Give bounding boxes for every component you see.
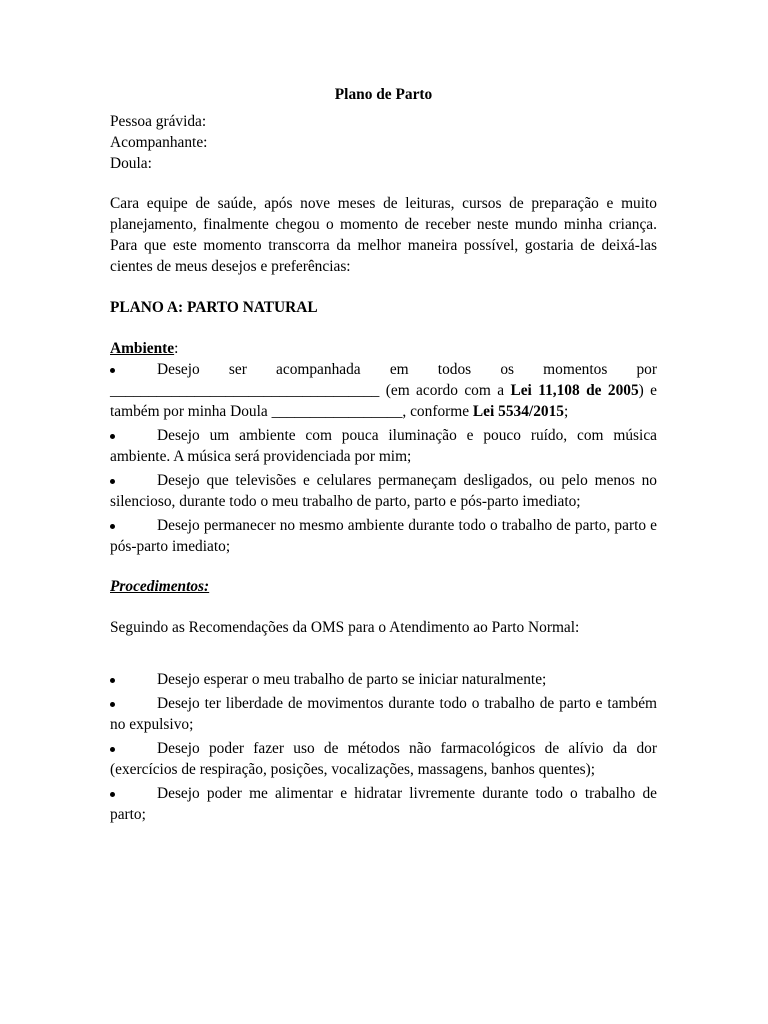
plan-a-heading: PLANO A: PARTO NATURAL [110, 299, 318, 316]
intro-paragraph: Cara equipe de saúde, após nove meses de leituras, cursos de preparação e muito planejamento, finalmente chegou o momento de receber neste mundo minha criança. Para que este momento transcorra da melhor maneira possível, gostaria de deixá-las cientes de meus desejos e preferências: [110, 195, 657, 275]
bullet-icon [110, 425, 157, 446]
ambiente-heading: Ambiente [110, 340, 175, 357]
field-gravida: Pessoa grávida: [110, 113, 207, 130]
list-item [110, 359, 657, 422]
document-content [110, 84, 657, 828]
item-text: ) e também por minha Doula [110, 382, 658, 420]
field-acompanhante: Acompanhante: [110, 134, 208, 151]
law-reference: Lei 5534/2015 [472, 403, 564, 420]
procedimentos-heading: Procedimentos: [110, 578, 210, 595]
bullet-icon [110, 738, 157, 759]
item-text: Desejo que televisões e celulares permaneçam desligados, ou pelo menos no silencioso, durante todo o meu trabalho de parto, parto e pós-parto imediato; [110, 472, 657, 510]
item-text: Desejo poder fazer uso de métodos não farmacológicos de alívio da dor (exercícios de respiração, posições, vocalizações, massagens, banhos quentes); [110, 740, 657, 778]
item-text: Desejo ser acompanhada em todos os momentos por [157, 361, 657, 378]
bullet-icon [110, 359, 157, 380]
bullet-icon [110, 783, 157, 804]
bullet-icon [110, 470, 157, 491]
list-item [110, 783, 657, 825]
item-text: Desejo um ambiente com pouca iluminação e pouco ruído, com música ambiente. A música será providenciada por mim; [110, 427, 657, 465]
item-text: ; [563, 403, 569, 420]
item-text: Desejo permanecer no mesmo ambiente durante todo o trabalho de parto, parto e pós-parto imediato; [110, 517, 657, 555]
list-item [110, 515, 657, 557]
item-text: (em acordo com a [379, 382, 511, 399]
blank-line: _________________ [271, 403, 403, 420]
procedimentos-intro: Seguindo as Recomendações da OMS para o Atendimento ao Parto Normal: [110, 619, 580, 636]
ambiente-list [110, 359, 657, 557]
list-item [110, 425, 657, 467]
list-item [110, 669, 657, 690]
bullet-icon [110, 693, 157, 714]
ambiente-heading-line [110, 338, 657, 359]
ambiente-colon: : [174, 340, 179, 357]
blank-line: ___________________________________ [110, 382, 380, 399]
item-text: Desejo ter liberdade de movimentos durante todo o trabalho de parto e também no expulsivo; [110, 695, 657, 733]
list-item [110, 693, 657, 735]
item-text: , conforme [402, 403, 473, 420]
item-text: Desejo poder me alimentar e hidratar livremente durante todo o trabalho de parto; [110, 785, 657, 823]
list-item [110, 738, 657, 780]
bullet-icon [110, 669, 157, 690]
field-doula: Doula: [110, 155, 152, 172]
procedimentos-list [110, 669, 657, 825]
page-title: Plano de Parto [334, 86, 433, 103]
procedimentos-heading-line [110, 576, 657, 597]
item-text: Desejo esperar o meu trabalho de parto se iniciar naturalmente; [157, 671, 547, 688]
list-item [110, 470, 657, 512]
bullet-icon [110, 515, 157, 536]
law-reference: Lei 11,108 de 2005 [510, 382, 639, 399]
